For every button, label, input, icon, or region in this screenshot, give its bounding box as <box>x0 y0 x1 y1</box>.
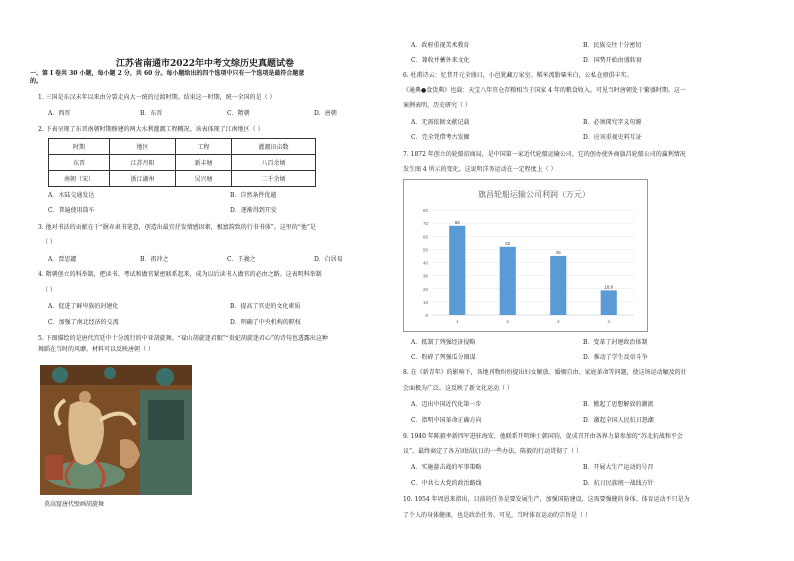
q4-stem-line2: （ ） <box>42 287 56 294</box>
q7-option-c[interactable]: C．粉碎了列强瓜分图谋 <box>411 354 476 361</box>
q3-stem-line2: （ ） <box>42 239 56 246</box>
q4-option-b[interactable]: B．提高了官吏的文化素质 <box>230 303 301 310</box>
q7-stem-line1: 7. 1872 年创立的轮船招商局，是中国第一家近代轮船运输公司。它的创办使外商旗昌轮船公司的赢利情况 <box>403 151 686 158</box>
q4-option-c[interactable]: C．加强了南北经济的交流 <box>48 319 119 326</box>
table-cell: 浙江湖州 <box>110 171 176 187</box>
q1-option-d[interactable]: D．唐朝 <box>314 110 337 117</box>
table-cell: 八百余顷 <box>232 155 316 171</box>
dunhuang-mural-image <box>40 365 192 495</box>
chart-bar <box>550 256 566 315</box>
q2-option-b[interactable]: B．自然条件优越 <box>230 192 277 199</box>
q9-option-c[interactable]: C．中共七大党的政治路线 <box>411 480 482 487</box>
q5-stem-line1: 5. 下图描绘的是唐代宫廷中十分流行的中亚胡旋舞。“禄山胡旋迷君眼”“贵妃胡旋迷君心”的诗句也透露出这种 <box>38 335 328 342</box>
table-header: 灌溉田亩数 <box>232 139 316 155</box>
table-cell: 南朝（宋） <box>49 171 110 187</box>
q7-option-d[interactable]: D．推动了学生反帝斗争 <box>583 354 648 361</box>
section-heading-line2: 的。 <box>30 78 43 85</box>
table-cell: 新丰塘 <box>176 155 232 171</box>
chart-bar <box>601 290 617 315</box>
q1-option-c[interactable]: C．隋朝 <box>227 110 250 117</box>
q4-option-a[interactable]: A．促进了鲜卑族的封建化 <box>48 303 119 310</box>
table-row <box>49 171 316 187</box>
q5-option-d[interactable]: D．国势开始由盛转衰 <box>583 57 642 64</box>
table-cell: 江苏丹阳 <box>110 155 176 171</box>
q8-stem-line2: 会面极为广泛。这反映了新文化运动（ ） <box>403 385 513 392</box>
y-tick-label: 20 <box>422 286 428 292</box>
q2-stem: 2. 下表呈现了东晋南朝时期修建的两大水利灌溉工程概况。该表体现了江南地区（ ） <box>38 126 264 133</box>
x-tick-label: 3 <box>556 319 560 324</box>
y-tick-label: 0 <box>425 313 428 318</box>
mural-caption: 莫高窟唐代壁画胡旋舞 <box>44 501 105 508</box>
q6-option-d[interactable]: D．应该重视史料互证 <box>583 134 642 141</box>
profit-chart <box>403 179 648 332</box>
q9-stem-line1: 9. 1940 年陈毅率新四军进驻海安，他联系开明绅士韩国钧，促成召开由各界力量参加的“苏北抗战和平会 <box>403 433 683 440</box>
q1-option-b[interactable]: B．东晋 <box>140 110 163 117</box>
q2-option-c[interactable]: C．普遍使用筒车 <box>48 207 95 214</box>
y-tick-label: 50 <box>422 247 428 253</box>
x-tick-label: 4 <box>607 319 611 324</box>
chart-bar <box>500 247 516 315</box>
bar-data-label: 68 <box>454 219 460 225</box>
q7-stem-line2: 发生图 4 所示的变化。这说明洋务运动在一定程度上（ ） <box>403 166 557 173</box>
bar-data-label: 52 <box>505 240 511 246</box>
q5-option-a[interactable]: A．政府重视美术教育 <box>411 42 470 49</box>
y-tick-label: 80 <box>422 208 428 213</box>
table-header: 地区 <box>110 139 176 155</box>
section-heading-line1: 一、第 I 卷共 30 小题，每小题 2 分，共 60 分。每小题给出的四个选项中只有一个选项是最符合题意 <box>30 70 305 77</box>
q7-option-b[interactable]: B．变革了封建政治体制 <box>583 339 648 346</box>
y-tick-label: 30 <box>422 273 428 279</box>
q10-stem-line1: 10. 1954 年周恩来指出，目前的任务是要发展生产，加强国防建设，这需要强健的身体。体育运动不只是为 <box>403 496 690 503</box>
q2-table <box>48 138 316 187</box>
q8-option-b[interactable]: B．掀起了思想解放的潮流 <box>583 401 654 408</box>
page-title: 江苏省南通市2022年中考文综历史真题试卷 <box>115 59 295 69</box>
q8-option-a[interactable]: A．迈出中国近代化第一步 <box>411 401 482 408</box>
q3-option-c[interactable]: C．王羲之 <box>227 256 256 263</box>
y-tick-label: 70 <box>422 221 428 227</box>
table-header-row <box>49 139 316 155</box>
table-row <box>49 155 316 171</box>
q3-option-b[interactable]: B．祖冲之 <box>140 256 169 263</box>
q4-option-d[interactable]: D．明确了中央机构的职权 <box>230 319 301 326</box>
x-tick-label: 1 <box>455 319 459 324</box>
profit-chart-svg <box>404 180 647 331</box>
table-cell: 吴兴塘 <box>176 171 232 187</box>
table-header: 工程 <box>176 139 232 155</box>
q6-stem-line3: 案例表明，历史研究（ ） <box>403 102 471 109</box>
q10-stem-line2: 了个人的身体健康，也是政治任务。可见，当时体育运动的宗旨是（ ） <box>403 512 591 519</box>
y-tick-label: 40 <box>422 260 428 266</box>
q4-stem-line1: 4. 隋朝创立的科举制，把读书、考试和做官紧密联系起来，成为以后读书人做官的必由之路。这表明科举制 <box>38 271 322 278</box>
q9-option-b[interactable]: B．开展大生产运动的号召 <box>583 464 654 471</box>
q6-stem-line2: 《通典●食货典》也载：天宝八年官仓存粮相当于国家 4 年的粮食收入。可见当时唐朝处于繁盛时期。这一 <box>403 87 686 94</box>
q3-option-a[interactable]: A．贾思勰 <box>48 256 77 263</box>
q3-option-d[interactable]: D．白居易 <box>314 256 343 263</box>
q6-stem-line1: 6. 杜甫诗云：忆昔开元全盛日，小邑犹藏万家室。稻米流脂粟米白，公私仓廪俱丰实。 <box>403 72 633 79</box>
q9-option-a[interactable]: A．实施游击战的军事策略 <box>411 464 482 471</box>
q1-stem: 1. 三国是东汉末年以来由分裂走向大一统的过渡时期。结束这一时期，统一全国的是（ ） <box>38 94 276 101</box>
q3-stem-line1: 3. 他对书法的贡献在于“摒弃隶书笔意，创造出最宜抒发情感因素，极富韵致的行书书体”。这里的“他”是 <box>38 224 316 231</box>
q9-stem-line2: 议”，最终商定了各方团结抗日的一些办法。陈毅的行动贯彻了（ ） <box>403 448 582 455</box>
bar-data-label: 18.8 <box>604 284 614 290</box>
chart-bar <box>449 226 465 315</box>
q9-option-d[interactable]: D．抗日民族统一战线方针 <box>583 480 654 487</box>
mural-illustration <box>40 365 192 495</box>
q5-stem-line2: 舞蹈在当时的风靡。材料可以反映唐朝（ ） <box>38 346 154 353</box>
q6-option-a[interactable]: A．无需依据文献记载 <box>411 119 470 126</box>
q7-option-a[interactable]: A．抵制了列强经济侵略 <box>411 339 476 346</box>
q8-stem-line1: 8. 在《新青年》的影响下，各地刊物纷纷提出妇女解放、婚姻自由、家庭革命等问题，使这场运动触及的社 <box>403 369 687 376</box>
table-cell: 东晋 <box>49 155 110 171</box>
chart-title: 旗昌轮船运输公司利润（万元） <box>478 190 590 199</box>
y-tick-label: 60 <box>422 234 428 240</box>
q2-option-a[interactable]: A．水陆交通发达 <box>48 192 95 199</box>
q6-option-b[interactable]: B．必须探究字义句源 <box>583 119 642 126</box>
bar-data-label: 45 <box>555 249 561 255</box>
q5-option-b[interactable]: B．民族交往十分密切 <box>583 42 642 49</box>
q2-option-d[interactable]: D．逐渐得到开发 <box>230 207 277 214</box>
q5-option-c[interactable]: C．兼收并蓄外来文化 <box>411 57 470 64</box>
table-header: 时期 <box>49 139 110 155</box>
q6-option-c[interactable]: C．完全凭借考古发掘 <box>411 134 470 141</box>
q8-option-d[interactable]: D．激起全国人民抗日怒潮 <box>583 417 654 424</box>
q8-option-c[interactable]: C．指明中国革命正确方向 <box>411 417 482 424</box>
x-tick-label: 2 <box>506 319 510 324</box>
table-cell: 二千余顷 <box>232 171 316 187</box>
q1-option-a[interactable]: A．西晋 <box>48 110 71 117</box>
y-tick-label: 10 <box>422 299 428 305</box>
